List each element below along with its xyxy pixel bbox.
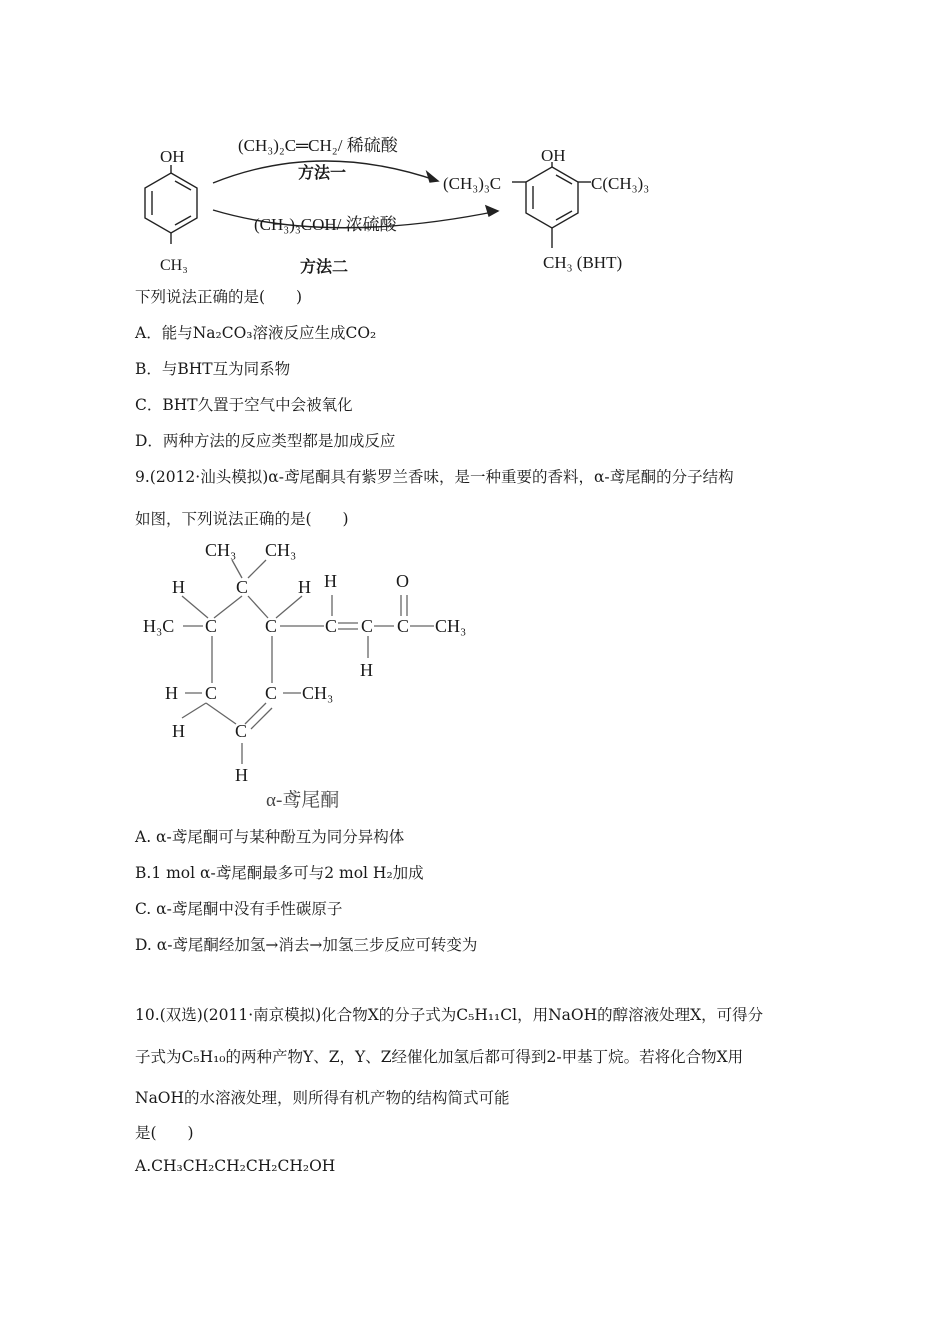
q10-option-a: A.CH₃CH₂CH₂CH₂CH₂OH: [135, 1157, 336, 1175]
q9-option-d: D. α-鸢尾酮经加氢→消去→加氢三步反应可转变为: [135, 936, 478, 954]
q9-stem-line2: 如图，下列说法正确的是( ): [135, 510, 349, 528]
q9-option-b: B.1 mol α-鸢尾酮最多可与2 mol H₂加成: [135, 864, 424, 882]
q8-stem: 下列说法正确的是( ): [135, 288, 303, 306]
c-4: C: [361, 616, 374, 636]
h-2: H: [298, 577, 311, 597]
c-7: C: [265, 683, 278, 703]
q9-stem-line1: 9.(2012·汕头模拟)α-鸢尾酮具有紫罗兰香味，是一种重要的香料，α-鸢尾酮的分子结构: [135, 468, 734, 486]
product-left-group: (CH₃)₃C: [443, 174, 502, 193]
h-4: H: [360, 660, 373, 680]
q8-option-c: C．BHT久置于空气中会被氧化: [135, 396, 353, 414]
q10-line3: NaOH的水溶液处理，则所得有机产物的结构简式可能: [135, 1089, 510, 1107]
alpha-irone-structure: [0, 530, 950, 820]
c-1: C: [205, 616, 218, 636]
reactant-oh: OH: [160, 147, 185, 166]
ch3-b: CH₃: [265, 540, 297, 560]
product-bottom-label: CH₃ (BHT): [543, 253, 623, 272]
q10-line4: 是( ): [135, 1124, 194, 1142]
h-7: H: [235, 765, 248, 785]
c-8: C: [235, 721, 248, 741]
structure-caption: α-鸢尾酮: [266, 790, 340, 811]
q8-option-b: B．与BHT互为同系物: [135, 360, 291, 378]
h-1: H: [172, 577, 185, 597]
c-top: C: [236, 577, 249, 597]
c-3: C: [325, 616, 338, 636]
method2-label: 方法二: [300, 257, 349, 276]
q10-line1: 10.(双选)(2011·南京模拟)化合物X的分子式为C₅H₁₁Cl，用NaOH的醇溶液处理X，可得分: [135, 1006, 764, 1024]
q8-option-d: D．两种方法的反应类型都是加成反应: [135, 432, 396, 450]
product-bht: [512, 162, 591, 248]
method1-label: 方法一: [298, 163, 347, 182]
c-6: C: [205, 683, 218, 703]
c-2: C: [265, 616, 278, 636]
q9-option-c: C. α-鸢尾酮中没有手性碳原子: [135, 900, 343, 918]
c-5: C: [397, 616, 410, 636]
o-atom: O: [396, 571, 409, 591]
method2-reagent: (CH₃)₃COH/ 浓硫酸: [254, 215, 397, 234]
reactant-ch3: CH₃: [160, 257, 188, 274]
ch3-a: CH₃: [205, 540, 237, 560]
product-oh: OH: [541, 146, 566, 165]
q10-line2: 子式为C₅H₁₀的两种产物Y、Z，Y、Z经催化加氢后都可得到2-甲基丁烷。若将化合物X用: [135, 1048, 744, 1066]
h-5: H: [165, 683, 178, 703]
h-6: H: [172, 721, 185, 741]
h3c: H₃C: [143, 616, 175, 636]
ch3-end: CH₃: [435, 616, 467, 636]
q9-option-a: A. α-鸢尾酮可与某种酚互为同分异构体: [135, 828, 405, 846]
method1-reagent: (CH₃)₂C═CH₂/ 稀硫酸: [238, 136, 398, 155]
ch3-ring: CH₃: [302, 683, 334, 703]
reaction-scheme: [0, 120, 950, 280]
h-3: H: [324, 571, 337, 591]
reactant-p-cresol: [145, 165, 197, 244]
product-right-group: C(CH₃)₃: [591, 174, 650, 193]
q8-option-a: A．能与Na₂CO₃溶液反应生成CO₂: [135, 324, 377, 342]
